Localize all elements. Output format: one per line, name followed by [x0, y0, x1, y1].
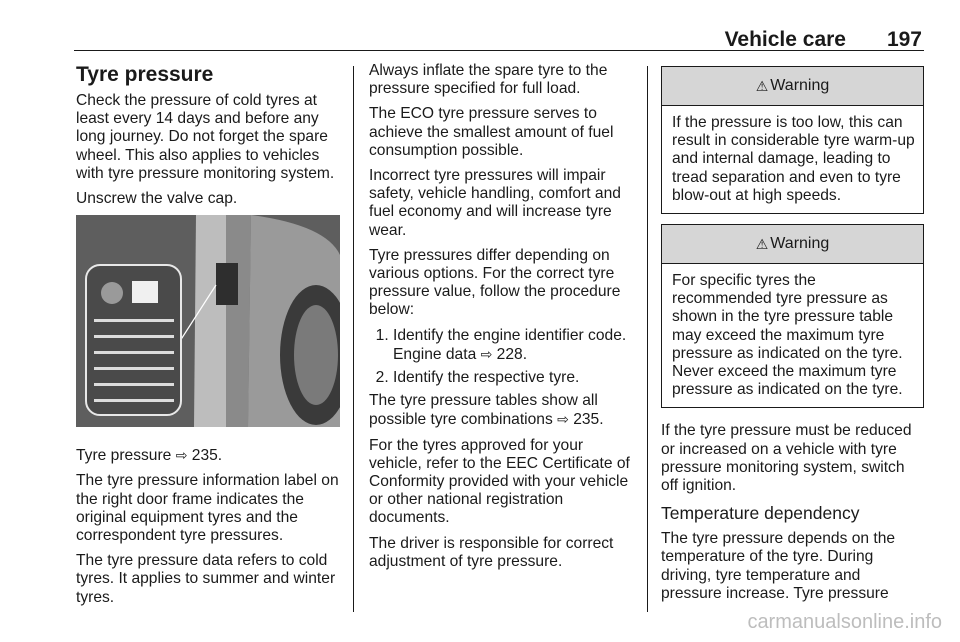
- column-divider-1: [353, 66, 354, 612]
- section-heading: Tyre pressure: [76, 63, 214, 86]
- caption-text: Tyre pressure: [76, 447, 172, 465]
- paragraph: The tyre pressure information label on the right door frame indicates the original equipment tyres and the correspondent tyre pressures.: [76, 472, 339, 545]
- list-item: [393, 369, 635, 387]
- watermark: carmanualsonline.info: [747, 611, 942, 633]
- page-reference-icon: ⇨: [175, 447, 188, 464]
- subheading: Temperature dependency: [661, 503, 860, 524]
- page-reference[interactable]: 235.: [573, 411, 604, 429]
- warning-title: Warning: [770, 234, 830, 252]
- page-reference-icon: ⇨: [480, 345, 493, 362]
- warning-triangle-icon: ⚠: [755, 235, 769, 252]
- step-text: Identify the respective tyre.: [393, 369, 580, 387]
- warning-body: For specific tyres the recommended tyre pressure as shown in the tyre pressure table may exceed the maximum tyre pressure as indicated on the tyre. Never exceed the maximum tyre pressure as indicated on the tyre.: [672, 272, 903, 399]
- column-2: [369, 62, 635, 578]
- column-1: [76, 62, 346, 614]
- paragraph: The tyre pressure data refers to cold tyres. It applies to summer and winter tyres.: [76, 552, 336, 606]
- paragraph: Tyre pressures differ depending on various options. For the correct tyre pressure value, follow the procedure below:: [369, 246, 621, 319]
- paragraph: If the tyre pressure must be reduced or increased on a vehicle with tyre pressure monitoring system, switch off ignition.: [661, 422, 912, 495]
- figure-caption: [76, 446, 346, 465]
- paragraph: Incorrect tyre pressures will impair safety, vehicle handling, comfort and fuel economy and will increase tyre wear.: [369, 167, 621, 239]
- paragraph: The driver is responsible for correct adjustment of tyre pressure.: [369, 534, 614, 570]
- paragraph: Unscrew the valve cap.: [76, 190, 238, 208]
- paragraph: Check the pressure of cold tyres at least every 14 days and before any long journey. Do not forget the spare wheel. This also applies to vehicles with tyre pressure monitoring system.: [76, 92, 335, 182]
- paragraph: The tyre pressure depends on the temperature of the tyre. During driving, tyre temperature and pressure increase. Tyre pressure: [661, 530, 896, 602]
- page-reference[interactable]: 235.: [191, 447, 223, 465]
- column-divider-2: [647, 66, 648, 612]
- paragraph: [369, 392, 635, 429]
- list-item: [393, 327, 635, 364]
- paragraph: For the tyres approved for your vehicle, refer to the EEC Certificate of Conformity provided with your vehicle or other national registration documents.: [369, 436, 630, 527]
- door-frame-label-figure: [76, 215, 340, 427]
- warning-triangle-icon: ⚠: [755, 77, 769, 94]
- warning-body: If the pressure is too low, this can result in considerable tyre warm-up and internal damage, leading to tread separation and even to tyre blow-out at high speeds.: [672, 114, 915, 204]
- section-title: Vehicle care: [724, 28, 846, 51]
- paragraph-text: The tyre pressure tables show all possible tyre combinations: [369, 392, 598, 429]
- column-3: [661, 66, 924, 610]
- warning-header: [662, 67, 923, 106]
- warning-box: [661, 66, 924, 214]
- page-reference[interactable]: 228.: [496, 345, 528, 363]
- page-number: 197: [886, 28, 922, 51]
- door-frame-illustration: [76, 215, 340, 427]
- warning-title: Warning: [770, 76, 830, 94]
- warning-header: [662, 225, 923, 264]
- procedure-list: [369, 327, 635, 388]
- warning-box: [661, 224, 924, 408]
- step-text: Identify the engine identifier code. Engine data: [393, 326, 627, 363]
- page-reference-icon: ⇨: [557, 411, 569, 428]
- page-header: [74, 28, 924, 51]
- paragraph: The ECO tyre pressure serves to achieve the smallest amount of fuel consumption possible.: [369, 105, 614, 159]
- paragraph: Always inflate the spare tyre to the pressure specified for full load.: [369, 62, 608, 98]
